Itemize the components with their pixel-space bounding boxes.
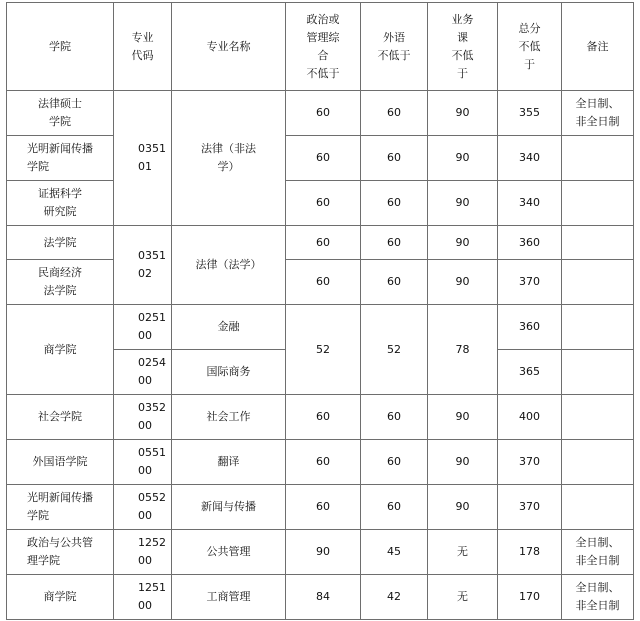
foreign-language-score: 52: [361, 305, 428, 395]
note-cell: [562, 260, 634, 305]
header-major-name: 专业名称: [172, 3, 286, 91]
note-cell: 全日制、 非全日制: [562, 91, 634, 136]
table-row: [7, 575, 634, 620]
politics-score: 60: [286, 440, 361, 485]
note-cell: [562, 305, 634, 350]
total-score: 370: [498, 485, 562, 530]
code-cell: 0551 00: [114, 440, 172, 485]
major-name-cell: 社会工作: [172, 395, 286, 440]
foreign-language-score: 42: [361, 575, 428, 620]
header-row: [7, 3, 634, 91]
foreign-language-score: 60: [361, 485, 428, 530]
business-course-score: 90: [428, 181, 498, 226]
major-name-cell: 公共管理: [172, 530, 286, 575]
header-business-course: 业务 课 不低 于: [428, 3, 498, 91]
code-cell: 0352 00: [114, 395, 172, 440]
table-row: [7, 260, 634, 305]
foreign-language-score: 60: [361, 440, 428, 485]
total-score: 400: [498, 395, 562, 440]
note-cell: [562, 226, 634, 260]
college-cell: 社会学院: [7, 395, 114, 440]
college-cell: 光明新闻传播 学院: [7, 485, 114, 530]
college-cell: 政治与公共管 理学院: [7, 530, 114, 575]
college-cell: 商学院: [7, 305, 114, 395]
header-college: 学院: [7, 3, 114, 91]
business-course-score: 78: [428, 305, 498, 395]
college-cell: 法学院: [7, 226, 114, 260]
politics-score: 60: [286, 260, 361, 305]
header-total: 总分 不低 于: [498, 3, 562, 91]
major-name-cell: 法律（法学）: [172, 226, 286, 305]
major-name-cell: 金融: [172, 305, 286, 350]
code-cell: 0251 00: [114, 305, 172, 350]
code-cell: 1251 00: [114, 575, 172, 620]
politics-score: 60: [286, 91, 361, 136]
business-course-score: 90: [428, 485, 498, 530]
code-cell: 1252 00: [114, 530, 172, 575]
table-row: [7, 181, 634, 226]
business-course-score: 90: [428, 226, 498, 260]
major-name-cell: 国际商务: [172, 350, 286, 395]
total-score: 340: [498, 136, 562, 181]
note-cell: [562, 485, 634, 530]
foreign-language-score: 60: [361, 260, 428, 305]
politics-score: 60: [286, 181, 361, 226]
table-row: [7, 226, 634, 260]
header-politics: 政治或 管理综 合 不低于: [286, 3, 361, 91]
note-cell: [562, 136, 634, 181]
major-name-cell: 工商管理: [172, 575, 286, 620]
table-row: [7, 485, 634, 530]
total-score: 370: [498, 440, 562, 485]
table-row: [7, 395, 634, 440]
total-score: 340: [498, 181, 562, 226]
college-cell: 民商经济 法学院: [7, 260, 114, 305]
table-row: [7, 440, 634, 485]
note-cell: [562, 181, 634, 226]
business-course-score: 无: [428, 530, 498, 575]
note-cell: [562, 440, 634, 485]
total-score: 170: [498, 575, 562, 620]
total-score: 355: [498, 91, 562, 136]
total-score: 360: [498, 226, 562, 260]
foreign-language-score: 60: [361, 181, 428, 226]
note-cell: [562, 350, 634, 395]
foreign-language-score: 45: [361, 530, 428, 575]
note-cell: 全日制、 非全日制: [562, 575, 634, 620]
politics-score: 60: [286, 395, 361, 440]
college-cell: 光明新闻传播 学院: [7, 136, 114, 181]
major-name-cell: 法律（非法 学）: [172, 91, 286, 226]
table-row: [7, 91, 634, 136]
note-cell: 全日制、 非全日制: [562, 530, 634, 575]
business-course-score: 90: [428, 136, 498, 181]
politics-score: 84: [286, 575, 361, 620]
code-cell: 0254 00: [114, 350, 172, 395]
total-score: 365: [498, 350, 562, 395]
college-cell: 证据科学 研究院: [7, 181, 114, 226]
code-cell: 0351 02: [114, 226, 172, 305]
foreign-language-score: 60: [361, 226, 428, 260]
major-name-cell: 翻译: [172, 440, 286, 485]
code-cell: 0351 01: [114, 91, 172, 226]
note-cell: [562, 395, 634, 440]
business-course-score: 90: [428, 260, 498, 305]
business-course-score: 90: [428, 395, 498, 440]
major-name-cell: 新闻与传播: [172, 485, 286, 530]
business-course-score: 无: [428, 575, 498, 620]
header-foreign-language: 外语 不低于: [361, 3, 428, 91]
business-course-score: 90: [428, 440, 498, 485]
business-course-score: 90: [428, 91, 498, 136]
politics-score: 90: [286, 530, 361, 575]
total-score: 360: [498, 305, 562, 350]
admission-score-table: [6, 2, 634, 620]
total-score: 370: [498, 260, 562, 305]
college-cell: 外国语学院: [7, 440, 114, 485]
foreign-language-score: 60: [361, 395, 428, 440]
table-row: [7, 305, 634, 350]
total-score: 178: [498, 530, 562, 575]
foreign-language-score: 60: [361, 91, 428, 136]
college-cell: 商学院: [7, 575, 114, 620]
table-row: [7, 136, 634, 181]
header-code: 专业 代码: [114, 3, 172, 91]
politics-score: 60: [286, 226, 361, 260]
politics-score: 52: [286, 305, 361, 395]
table-row: [7, 530, 634, 575]
foreign-language-score: 60: [361, 136, 428, 181]
politics-score: 60: [286, 485, 361, 530]
header-note: 备注: [562, 3, 634, 91]
politics-score: 60: [286, 136, 361, 181]
code-cell: 0552 00: [114, 485, 172, 530]
college-cell: 法律硕士 学院: [7, 91, 114, 136]
